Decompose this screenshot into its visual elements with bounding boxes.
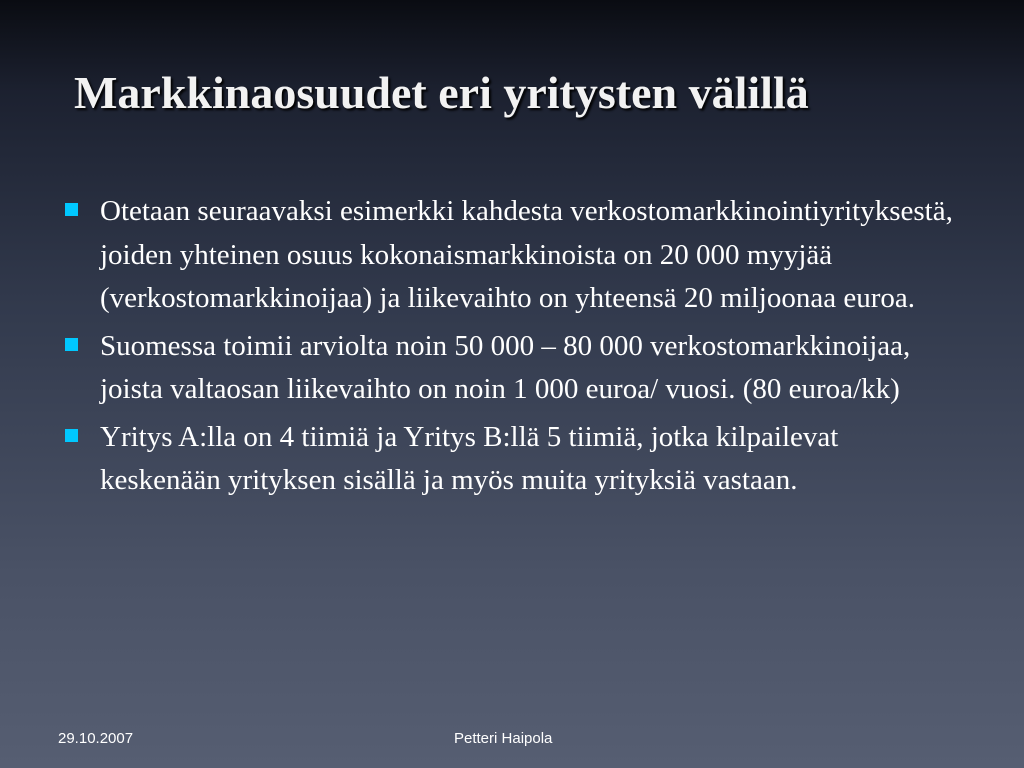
bullet-item — [62, 325, 962, 412]
bullet-text: Yritys A:lla on 4 tiimiä ja Yritys B:llä 5 tiimiä, jotka kilpailevat keskenään yrityksen sisällä ja myös muita yrityksiä vastaan. — [100, 420, 839, 496]
bullet-text: Suomessa toimii arviolta noin 50 000 – 80 000 verkostomarkkinoijaa, joista valtaosan liikevaihto on noin 1 000 euroa/ vuosi. (80 euroa/kk) — [100, 329, 911, 405]
footer-author: Petteri Haipola — [454, 730, 553, 747]
bullet-list — [62, 190, 962, 507]
bullet-item — [62, 416, 962, 503]
footer-date: 29.10.2007 — [58, 730, 134, 747]
square-bullet-icon — [65, 429, 78, 442]
slide-title: Markkinaosuudet eri yritysten välillä — [74, 67, 809, 118]
bullet-item — [62, 190, 962, 321]
square-bullet-icon — [65, 203, 78, 216]
square-bullet-icon — [65, 338, 78, 351]
bullet-text: Otetaan seuraavaksi esimerkki kahdesta verkostomarkkinointiyrityksestä, joiden yhteinen osuus kokonaismarkkinoista on 20 000 myyjää (verkostomarkkinoijaa) ja liikevaihto on yhteensä 20 miljoonaa euroa. — [100, 195, 953, 314]
